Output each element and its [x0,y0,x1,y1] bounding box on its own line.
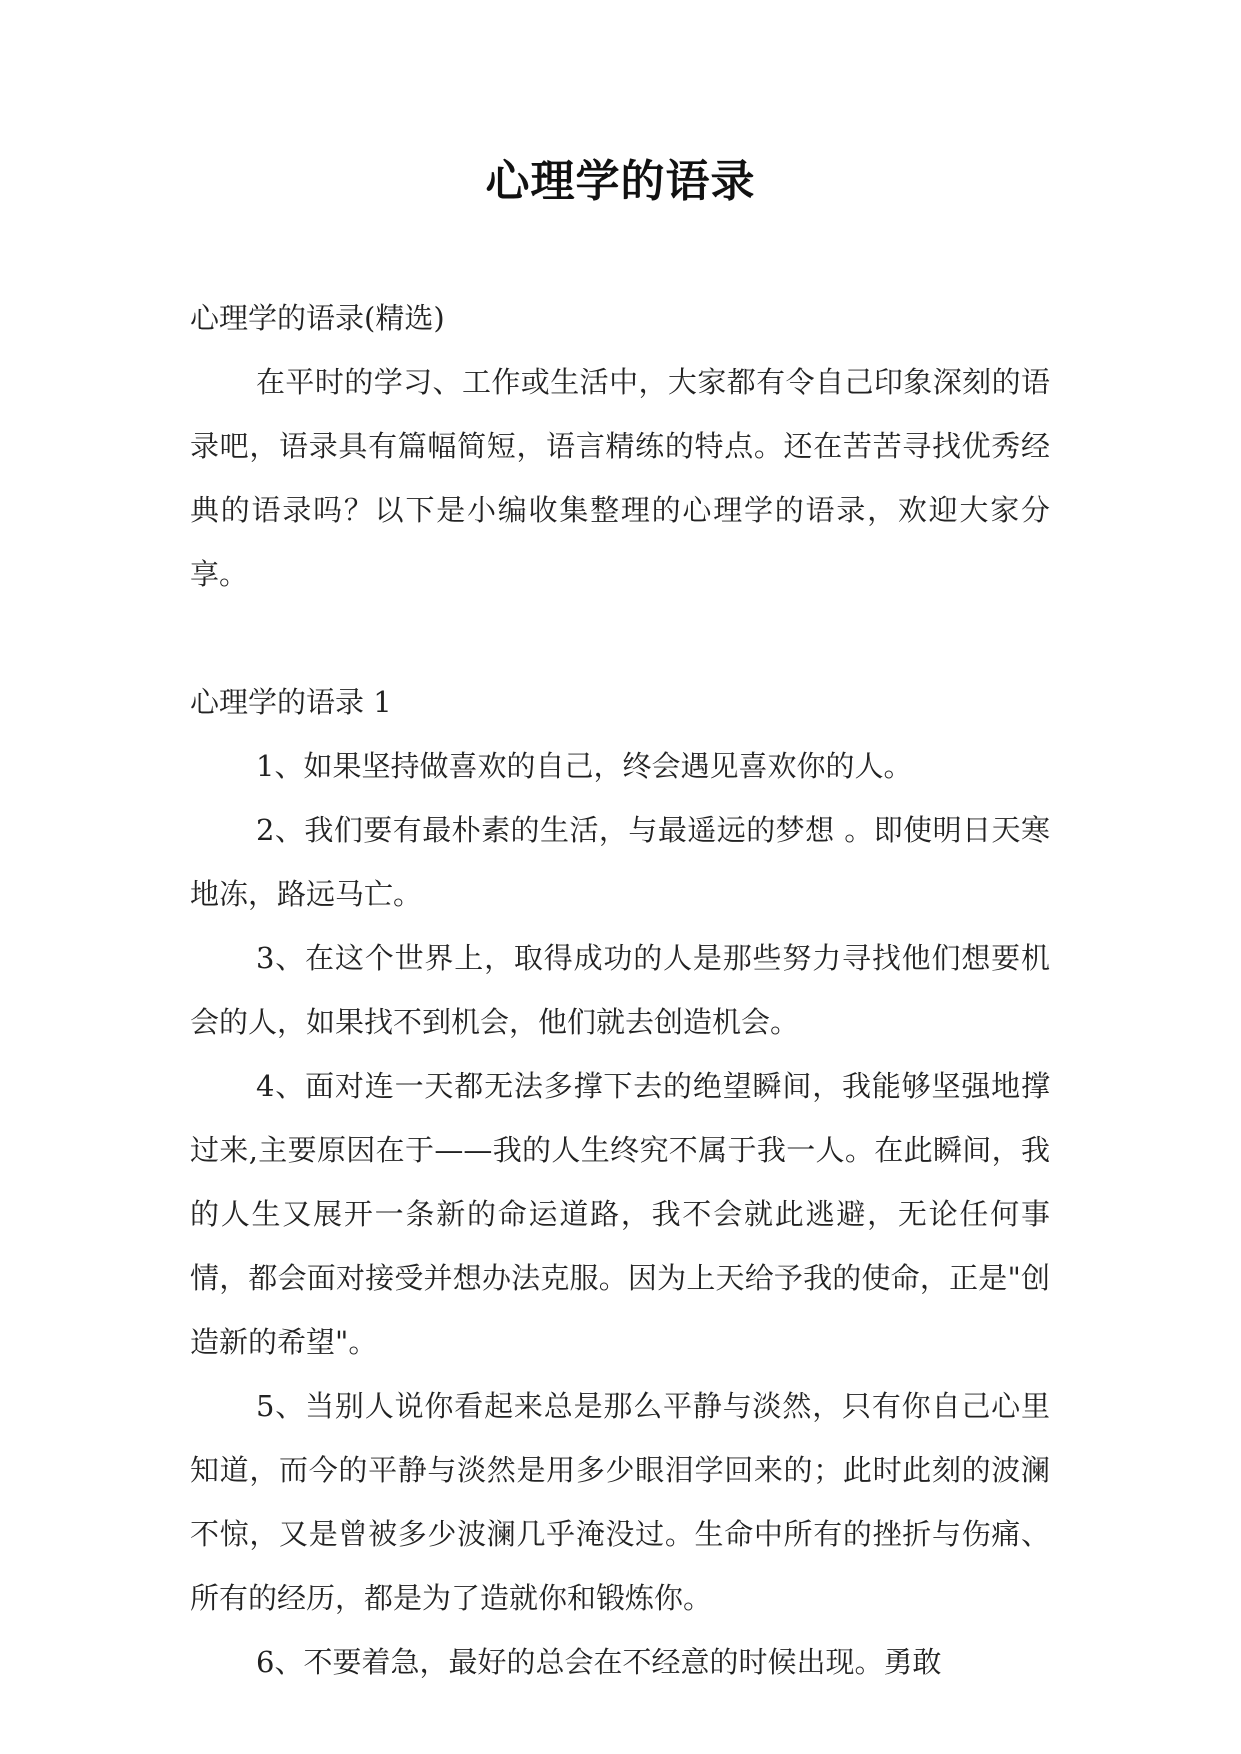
quote-item: 6、不要着急，最好的总会在不经意的时候出现。勇敢 [256,1645,942,1679]
document-subtitle: 心理学的语录(精选) [190,301,445,335]
section-heading: 心理学的语录 1 [190,685,392,719]
intro-paragraph: 在平时的学习、工作或生活中，大家都有令自己印象深刻的语录吧，语录具有篇幅简短，语言精练的特点。还在苦苦寻找优秀经典的语录吗？以下是小编收集整理的心理学的语录，欢迎大家分享。 [190,365,1050,591]
quote-item: 1、如果坚持做喜欢的自己，终会遇见喜欢你的人。 [256,749,913,783]
quote-item: 3、在这个世界上，取得成功的人是那些努力寻找他们想要机会的人，如果找不到机会，他们就去创造机会。 [190,941,1050,1039]
document-body [190,286,1050,1694]
quote-item: 2、我们要有最朴素的生活，与最遥远的梦想 。即使明日天寒地冻，路远马亡。 [190,813,1050,911]
quote-item: 5、当别人说你看起来总是那么平静与淡然，只有你自己心里知道，而今的平静与淡然是用多少眼泪学回来的；此时此刻的波澜不惊，又是曾被多少波澜几乎淹没过。生命中所有的挫折与伤痛、所有的经历，都是为了造就你和锻炼你。 [190,1389,1050,1615]
paragraph-spacer [190,606,1050,670]
quote-item: 4、面对连一天都无法多撑下去的绝望瞬间，我能够坚强地撑过来,主要原因在于——我的人生终究不属于我一人。在此瞬间，我的人生又展开一条新的命运道路，我不会就此逃避，无论任何事情，都会面对接受并想办法克服。因为上天给予我的使命，正是"创造新的希望"。 [190,1069,1050,1359]
document-title: 心理学的语录 [485,156,756,207]
